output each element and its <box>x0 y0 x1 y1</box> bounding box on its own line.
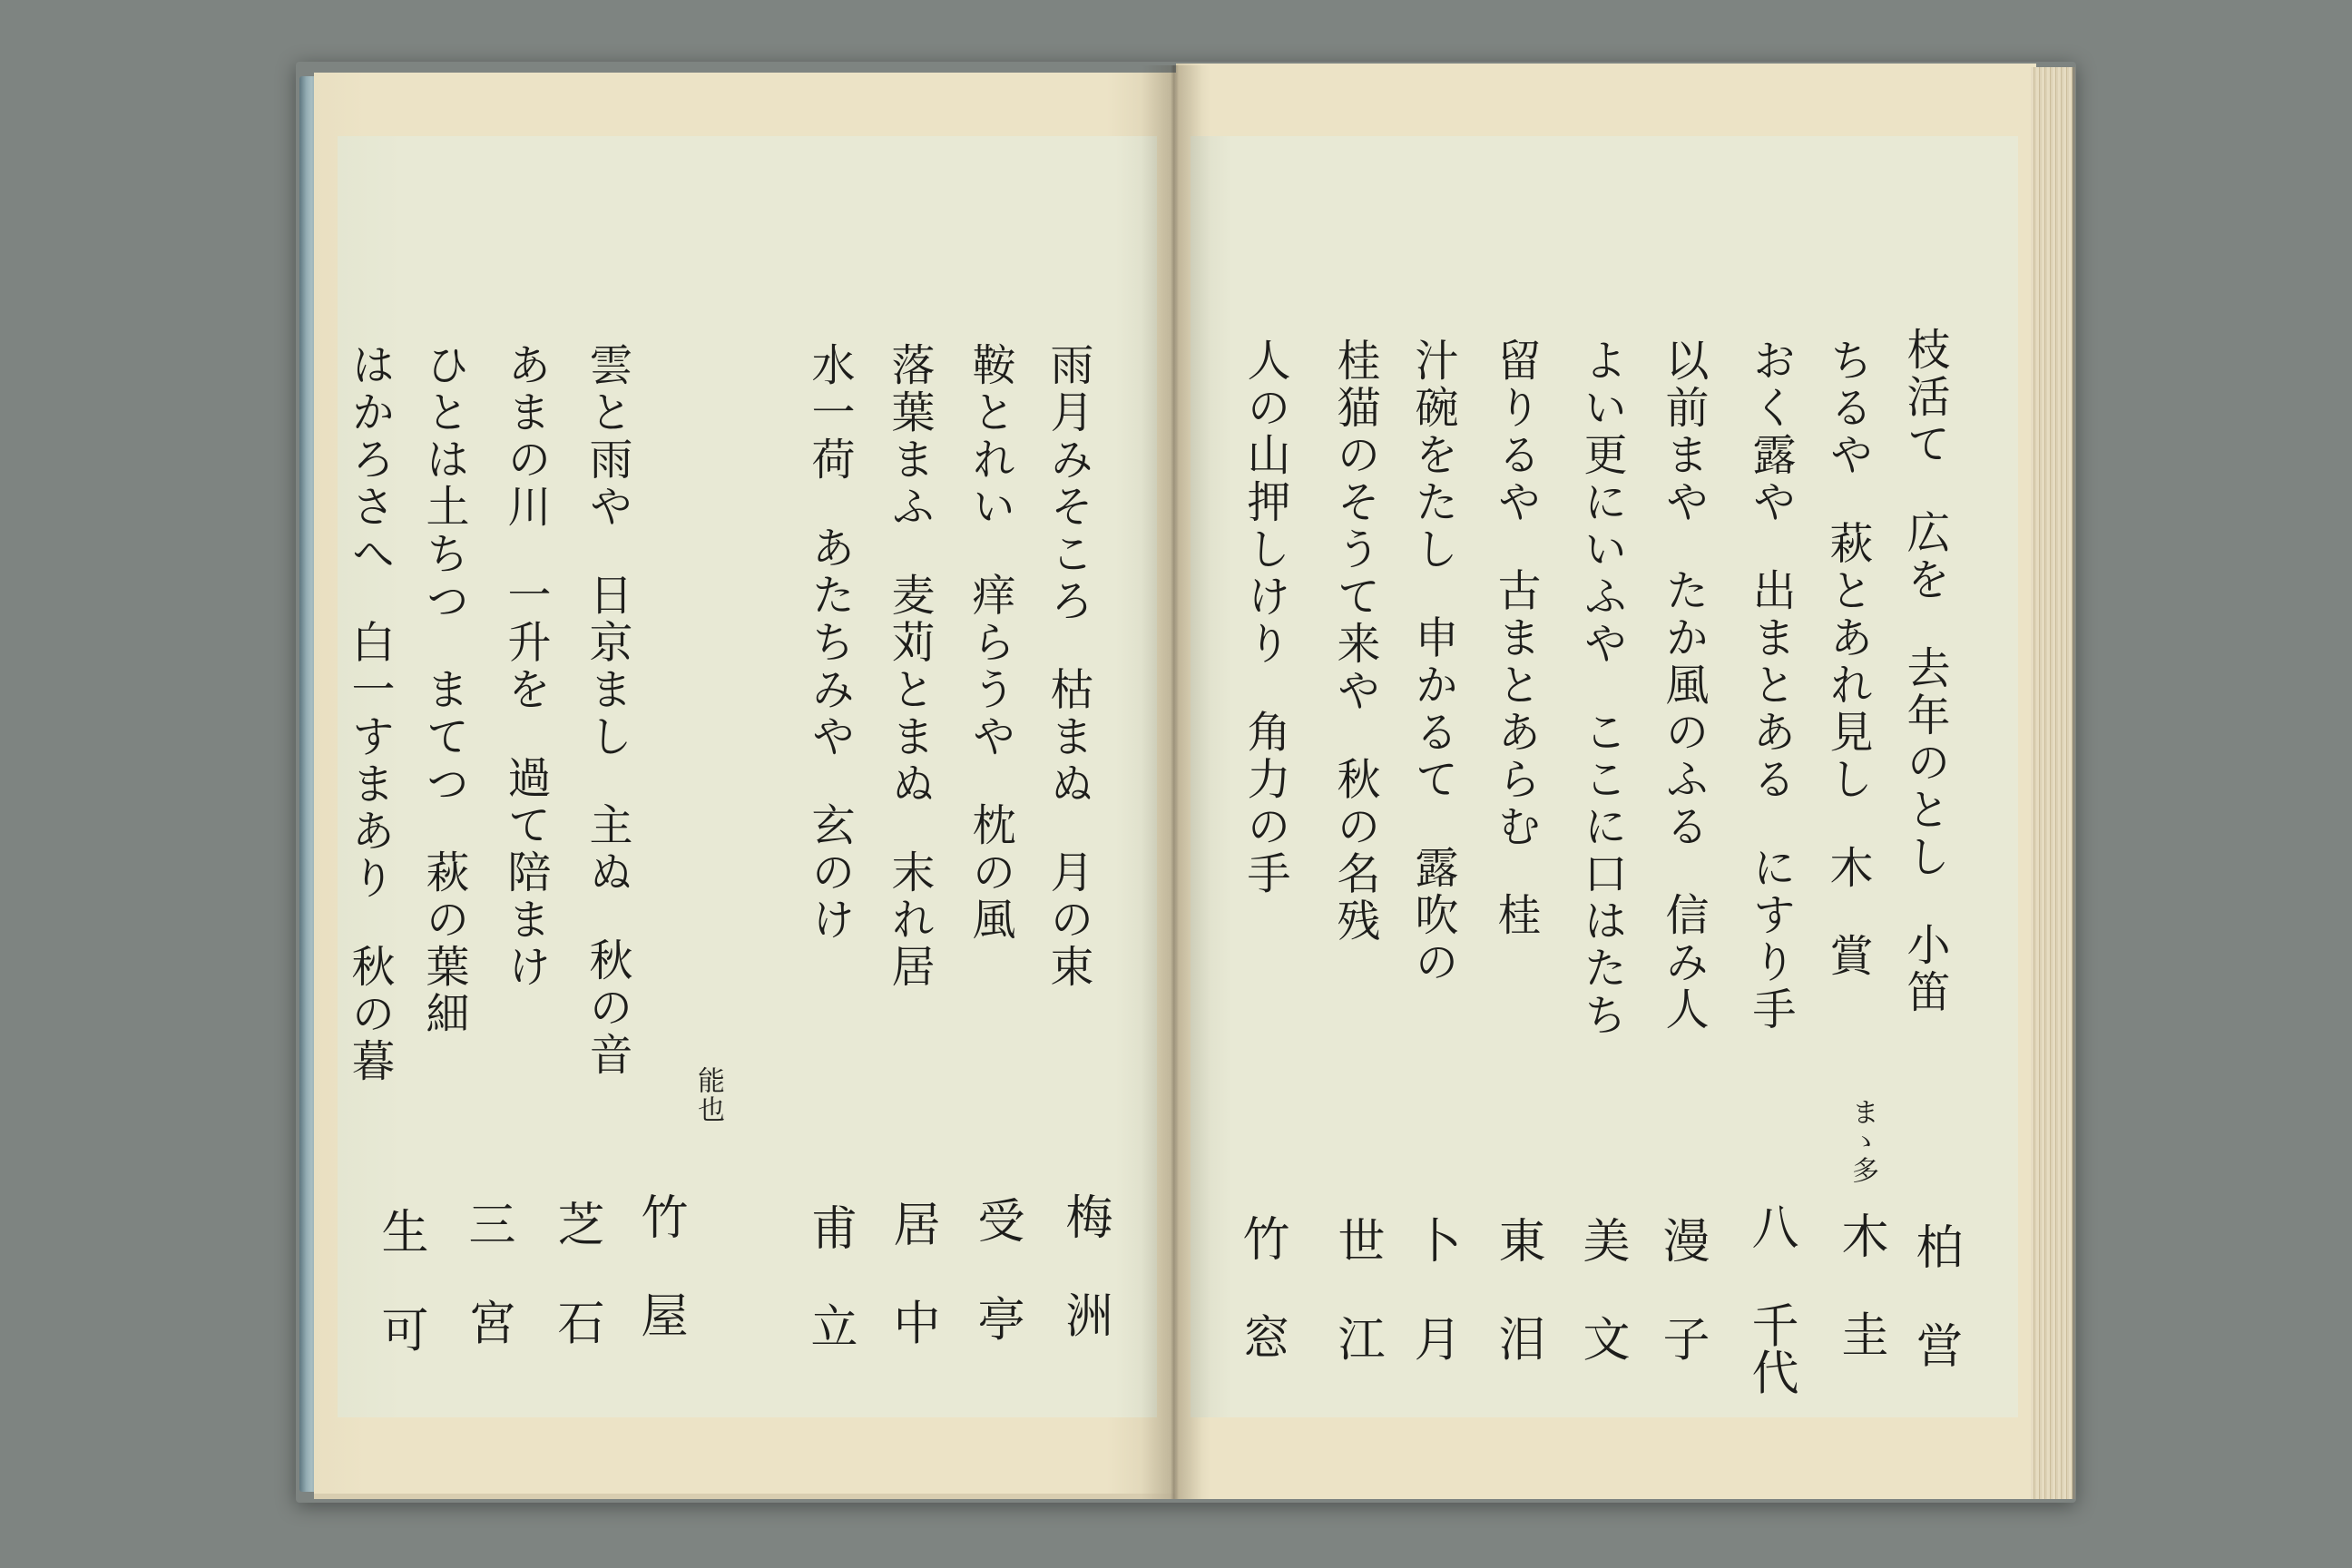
author-name: 梅 洲 <box>1057 1192 1112 1338</box>
verse-text: 以前まや たか風のふる 信み人 <box>1658 338 1709 1034</box>
author-name: 芝 石 <box>549 1200 603 1346</box>
verse-text: 鞍とれい 痒らうや 枕の風 <box>965 342 1015 944</box>
margin-note: まゝ多 <box>1847 1098 1878 1185</box>
author-name: 生 可 <box>373 1207 427 1353</box>
author-name: 漫 子 <box>1654 1216 1709 1362</box>
margin-note: 能也 <box>692 1066 724 1124</box>
verse-text: よい更にいふや ここに口はたち <box>1576 338 1627 1040</box>
author-name: 甫 立 <box>802 1203 857 1349</box>
author-name: 居 中 <box>885 1200 939 1346</box>
author-name: 柏 営 <box>1907 1222 1962 1368</box>
verse-text: 留りるや 古まとあらむ 桂 <box>1490 338 1541 939</box>
author-name: 木 圭 <box>1833 1211 1887 1357</box>
author-name: 竹 屋 <box>632 1192 687 1338</box>
author-name: 卜 月 <box>1406 1216 1460 1362</box>
author-name: 東 泪 <box>1490 1216 1544 1362</box>
verse-text: ちるや 萩とあれ見し 木 賞 <box>1822 338 1873 980</box>
verse-text: 人の山押しけり 角力の手 <box>1240 338 1290 898</box>
author-name: 受 亭 <box>969 1196 1024 1342</box>
author-name: 美 文 <box>1574 1216 1629 1362</box>
author-name: 三 宮 <box>460 1200 514 1346</box>
verse-text: 汁碗をたし 申かるて 露吹の <box>1407 338 1458 986</box>
verse-text: はかろさへ 白一すまあり 秋の暮 <box>344 342 395 1085</box>
author-name: 八 千代 <box>1743 1202 1798 1396</box>
verse-text: 枝活て 広を 去年のとし 小笛 <box>1899 327 1950 1016</box>
verse-text: 落葉まふ 麦苅とまぬ 末れ居 <box>884 342 935 991</box>
author-name: 竹 窓 <box>1234 1214 1289 1360</box>
book-spine <box>1142 65 1210 1499</box>
verse-text: 桂猫のそうて来や 秋の名残 <box>1329 338 1380 946</box>
verse-text: 雲と雨や 日京まし 主ぬ 秋の音 <box>582 342 632 1079</box>
page-stack-edge <box>2031 67 2075 1499</box>
verse-text: おく露や 出まとある にすり手 <box>1745 338 1796 1034</box>
verse-text: 水一荷 あたちみや 玄のけ <box>804 342 855 944</box>
verse-text: あまの川 一升を 過て陪まけ <box>500 342 551 991</box>
author-name: 世 江 <box>1329 1216 1384 1362</box>
verse-text: ひとは土ちつ まてつ 萩の葉細 <box>418 342 469 1038</box>
verse-text: 雨月みそころ 枯まぬ 月の束 <box>1043 342 1093 991</box>
